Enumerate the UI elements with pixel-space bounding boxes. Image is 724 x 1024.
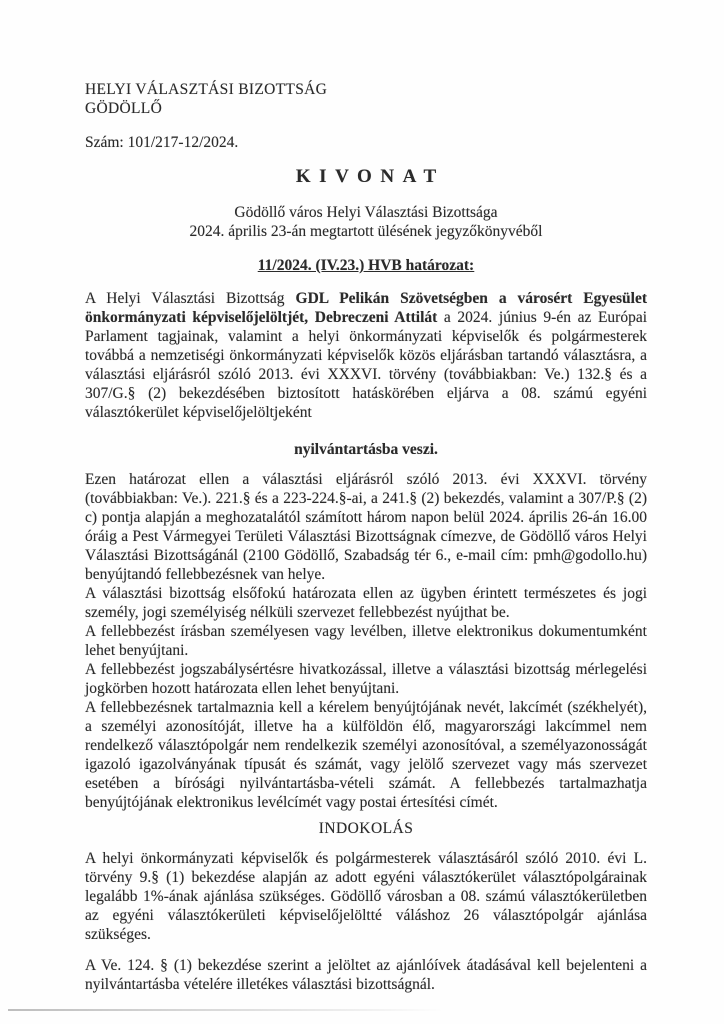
appeal-paragraph-5: A fellebbezésnek tartalmaznia kell a kérelem benyújtójának nevét, lakcímét (székhelyét), a személyi azonosítóját, illetve ha a külföldön élő, magyarországi lakcímmel nem rendelkező választópolgár nem rendelkezik személyi azonosítóval, a személyazonosságát igazoló igazolványának típusát és számát, vagy jelölő szervezet vagy más szervezet esetében a bírósági nyilvántartásba-vételi számát. A fellebbezés tartalmazhatja benyújtójának elektronikus levélcímét vagy postai értesítési címét.	[85, 699, 647, 811]
org-name-line-2: GÖDÖLLŐ	[85, 100, 163, 117]
decision-paragraph	[85, 289, 647, 422]
appeal-section	[85, 470, 647, 812]
candidate-and-organization-bold: GDL Pelikán Szövetségben a városért Egyesület önkormányzati képviselőjelöltjét, Debreczeni Attilát	[85, 290, 647, 326]
appeal-paragraph-4: A fellebbezést jogszabálysértésre hivatkozással, illetve a választási bizottság mérlegelési jogkörben hozott határozata ellen lehet benyújtani.	[85, 661, 647, 697]
decision-text-prefix: A Helyi Választási Bizottság	[85, 290, 296, 307]
indokolas-heading: INDOKOLÁS	[318, 820, 414, 837]
indokolas-paragraph-2: A Ve. 124. § (1) bekezdése szerint a jelöltet az ajánlóívek átadásával kell bejelenteni a nyilvántartásba vételére illetékes választási bizottságnál.	[85, 957, 647, 993]
verdict-line: nyilvántartásba veszi.	[294, 441, 438, 458]
appeal-paragraph-1: Ezen határozat ellen a választási eljárásról szóló 2013. évi XXXVI. törvény (továbbiakban: Ve.). 221.§ és a 223-224.§-ai, a 241.§ (2) bekezdés, valamint a 307/P.§ (2) c) pontja alapján a meghozatalától számított három napon belül 2024. április 26-án 16.00 óráig a Pest Vármegyei Területi Választási Bizottságnak címezve, de Gödöllő város Helyi Választási Bizottságánál (2100 Gödöllő, Szabadság tér 6., e-mail cím: pmh@godollo.hu) benyújtandó fellebbezésnek van helye.	[85, 471, 647, 583]
org-name-line-1: HELYI VÁLASZTÁSI BIZOTTSÁG	[85, 81, 328, 98]
scan-artifact-line	[8, 1009, 444, 1011]
decision-heading	[85, 256, 647, 275]
decision-text-suffix: a 2024. június 9-én az Európai Parlament tagjainak, valamint a helyi önkormányzati képviselők és polgármesterek továbbá a nemzetiségi önkormányzati képviselők közös eljárásban tartandó választásra, a választási eljárásról szóló 2013. évi XXXVI. törvény (továbbiakban: Ve.) 132.§ és a 307/G.§ (2) bekezdésében biztosított hatáskörében eljárva a 08. számú egyéni választókerület képviselőjelöltjeként	[85, 309, 648, 421]
subtitle-line-1: Gödöllő város Helyi Választási Bizottsága	[234, 204, 498, 221]
decision-heading-text: 11/2024. (IV.23.) HVB határozat:	[257, 257, 475, 274]
appeal-paragraph-2: A választási bizottság elsőfokú határozata ellen az ügyben érintett természetes és jogi személy, jogi személyiség nélküli szervezet fellebbezést nyújthat be.	[85, 585, 647, 621]
case-number: Szám: 101/217-12/2024.	[85, 134, 239, 151]
indokolas-paragraph-1: A helyi önkormányzati képviselők és polgármesterek választásáról szóló 2010. évi L. törvény 9.§ (1) bekezdése alapján az adott egyéni választókerület választópolgárainak legalább 1%-ának ajánlása szükséges. Gödöllő városban a 08. számú választókerületben az egyéni választókerületi képviselőjelöltté váláshoz 26 választópolgár ajánlása szükséges.	[85, 850, 647, 943]
subtitle-line-2: 2024. április 23-án megtartott ülésének jegyzőkönyvéből	[189, 223, 543, 240]
document-title: KIVONAT	[295, 166, 445, 187]
document-content	[85, 0, 647, 994]
appeal-paragraph-3: A fellebbezést írásban személyesen vagy levélben, illetve elektronikus dokumentumként lehet benyújtani.	[85, 623, 647, 659]
